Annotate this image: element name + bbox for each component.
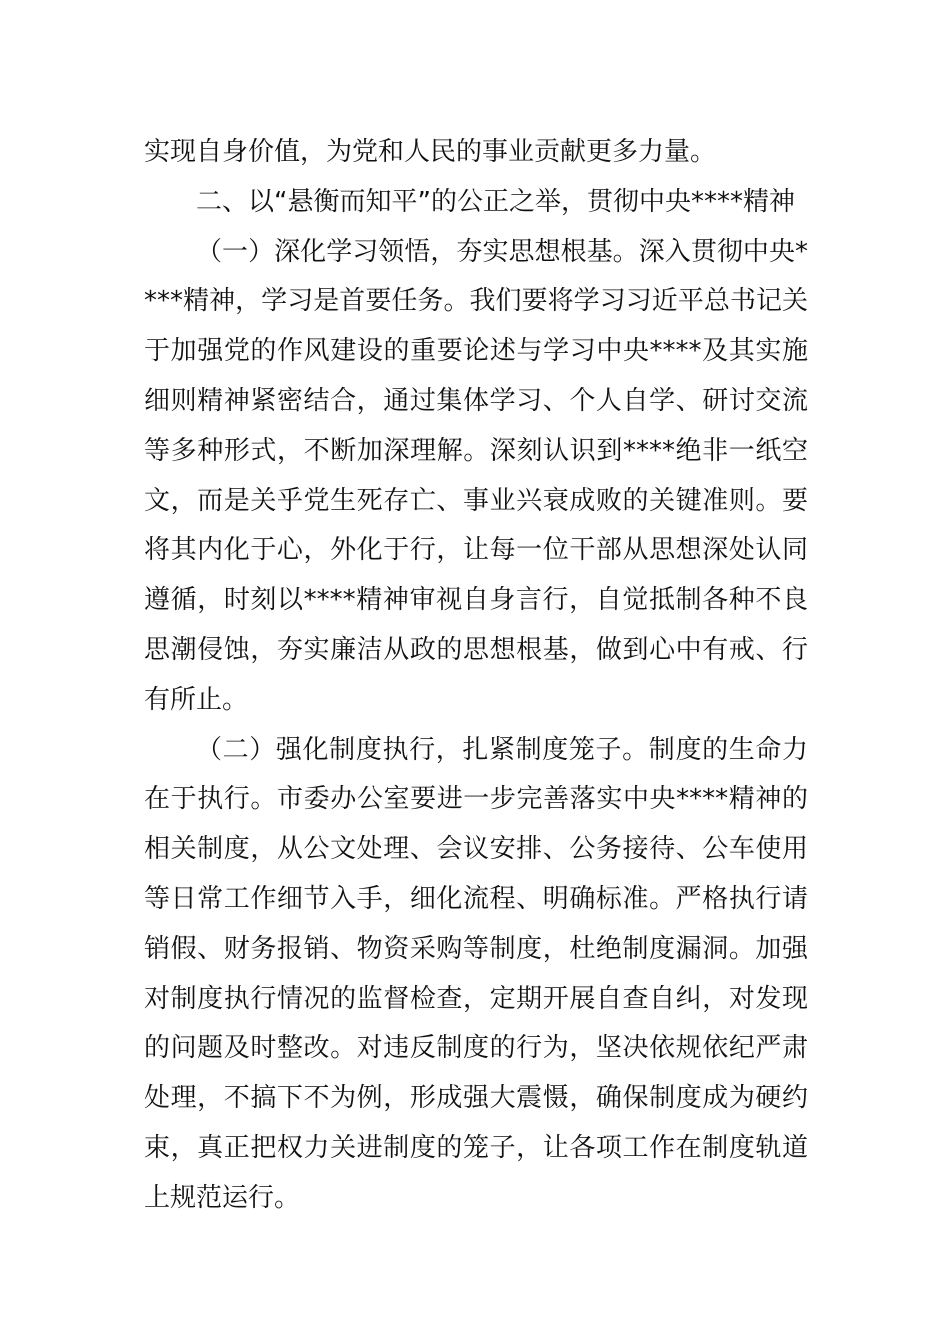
paragraph-2: （二）强化制度执行，扎紧制度笼子。制度的生命力在于执行。市委办公室要进一步完善落实中央****精神的相关制度，从公文处理、会议安排、公务接待、公车使用等日常工作细节入手，细化流程、明确标准。严格执行请销假、财务报销、物资采购等制度，杜绝制度漏洞。加强对制度执行情况的监督检查，定期开展自查自纠，对发现的问题及时整改。对违反制度的行为，坚决依规依纪严肃处理，不搞下不为例，形成强大震慑，确保制度成为硬约束，真正把权力关进制度的笼子，让各项工作在制度轨道上规范运行。 (144, 734, 808, 1213)
paragraph-1: （一）深化学习领悟，夯实思想根基。深入贯彻中央****精神，学习是首要任务。我们要将学习习近平总书记关于加强党的作风建设的重要论述与学习中央****及其实施细则精神紧密结合，通过集体学习、个人自学、研讨交流等多种形式，不断加深理解。深刻认识到****绝非一纸空文，而是关乎党生死存亡、事业兴衰成败的关键准则。要将其内化于心，外化于行，让每一位干部从思想深处认同遵循，时刻以****精神审视自身言行，自觉抵制各种不良思潮侵蚀，夯实廉洁从政的思想根基，做到心中有戒、行有所止。 (144, 236, 808, 715)
document-body (144, 128, 808, 1224)
continuation-paragraph: 实现自身价值，为党和人民的事业贡献更多力量。 (144, 137, 717, 167)
section-heading: 二、以“悬衡而知平”的公正之举，贯彻中央****精神 (196, 186, 795, 217)
